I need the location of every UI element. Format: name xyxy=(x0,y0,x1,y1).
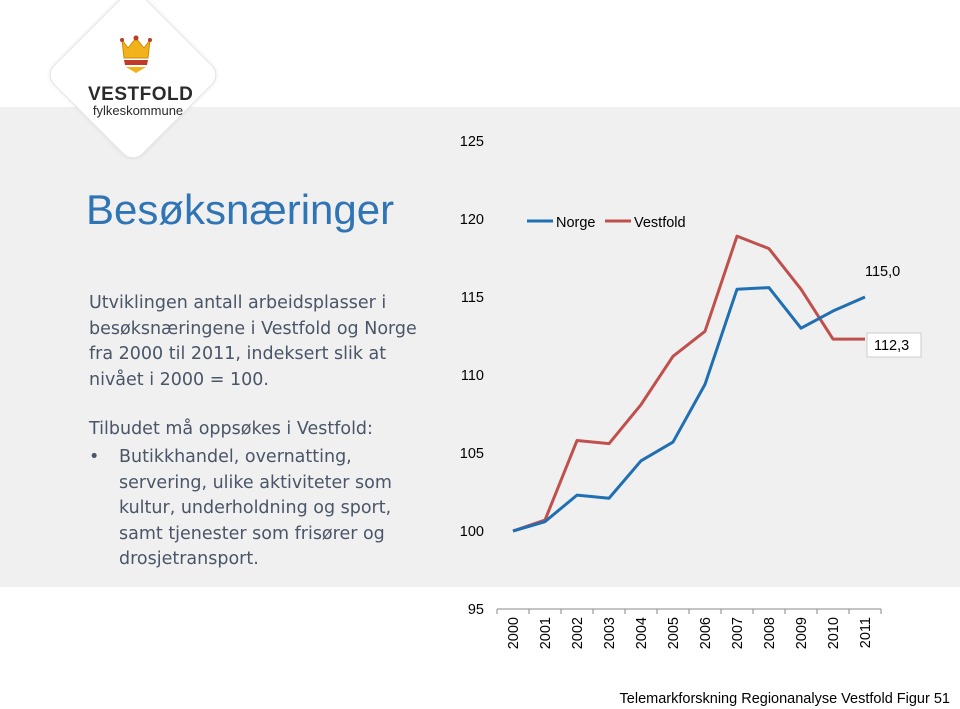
data-label-norge-2011: 115,0 xyxy=(865,264,901,280)
x-axis-ticks xyxy=(497,609,881,649)
x-tick-label-2000: 2000 xyxy=(506,617,522,650)
y-tick-label-100: 100 xyxy=(459,524,484,540)
data-label-vestfold-2011: 112,3 xyxy=(874,338,910,354)
x-tick-label-2001: 2001 xyxy=(538,617,554,650)
y-tick-label-110: 110 xyxy=(460,368,484,384)
legend-norge-label: Norge xyxy=(556,215,596,231)
y-tick-label-105: 105 xyxy=(459,446,484,462)
logo-name: VESTFOLD xyxy=(88,84,194,105)
x-tick-label-2011: 2011 xyxy=(858,617,874,649)
series-line-vestfold xyxy=(513,236,865,531)
series-lines xyxy=(513,236,865,531)
slide-title: Besøksnæringer xyxy=(86,186,395,233)
x-tick-label-2009: 2009 xyxy=(794,617,810,650)
y-tick-label-120: 120 xyxy=(459,212,484,228)
x-tick-label-2010: 2010 xyxy=(826,617,842,650)
y-tick-label-115: 115 xyxy=(460,290,484,306)
intro-text: Utviklingen antall arbeidsplasser i besøksnæringene i Vestfold og Norge fra 2000 til 2011, indeksert slik at nivået i 2000 = 100. xyxy=(89,293,417,390)
legend xyxy=(527,215,686,231)
offer-heading: Tilbudet må oppsøkes i Vestfold: xyxy=(89,419,373,439)
footer-caption: Telemarkforskning Regionanalyse Vestfold Figur 51 xyxy=(619,691,950,707)
x-tick-label-2003: 2003 xyxy=(602,617,618,650)
legend-vestfold-label: Vestfold xyxy=(634,215,686,231)
bullet-text: Butikkhandel, overnatting, servering, ulike aktiviteter som kultur, underholdning og sport, samt tjenester som frisører og drosjetransport. xyxy=(119,447,392,569)
logo-subtitle: fylkeskommune xyxy=(92,103,184,118)
x-tick-label-2006: 2006 xyxy=(698,617,714,650)
data-labels xyxy=(865,264,921,357)
y-axis-ticks xyxy=(460,134,484,618)
x-tick-label-2004: 2004 xyxy=(634,617,650,650)
y-tick-label-125: 125 xyxy=(459,134,484,150)
series-line-norge xyxy=(513,288,865,531)
x-tick-label-2002: 2002 xyxy=(570,617,586,650)
x-tick-label-2008: 2008 xyxy=(762,617,778,650)
bullet-marker: • xyxy=(89,447,100,467)
x-tick-label-2005: 2005 xyxy=(666,617,682,650)
x-tick-label-2007: 2007 xyxy=(730,617,746,650)
y-tick-label-95: 95 xyxy=(467,602,484,618)
